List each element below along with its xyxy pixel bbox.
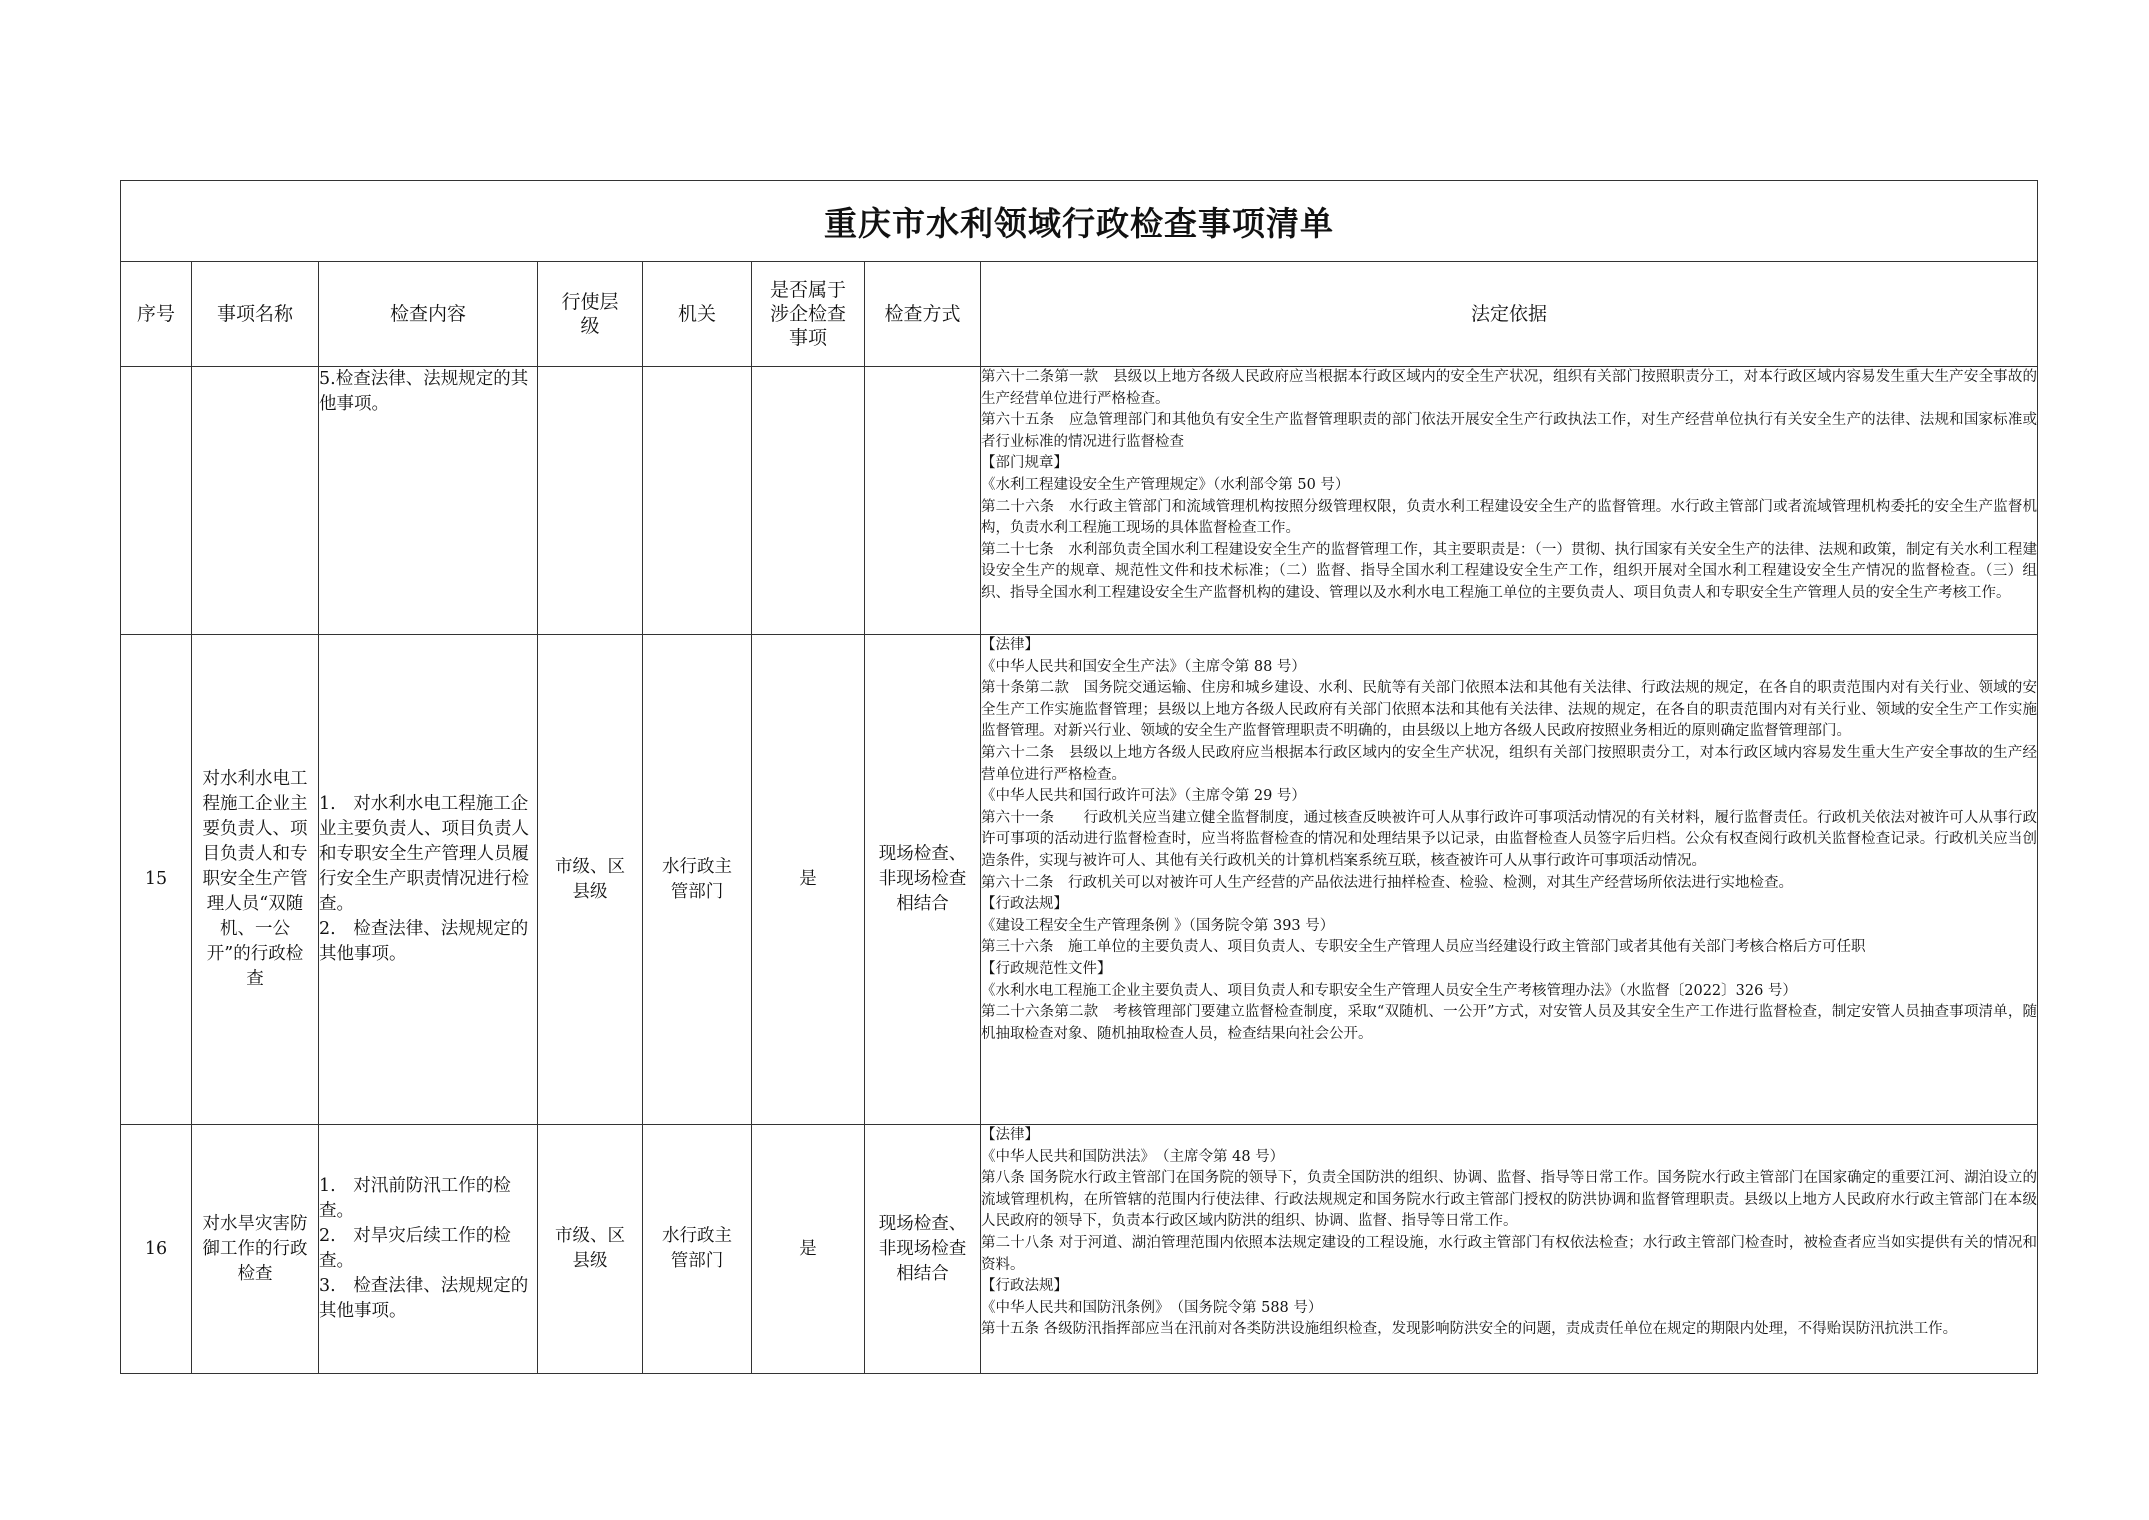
basis-paragraph: 【行政法规】: [981, 896, 1068, 913]
basis-paragraph: 第六十一条 行政机关应当建立健全监督制度，通过核查反映被许可人从事行政许可事项活动情况的有关材料，履行监督责任。行政机关依法对被许可人从事行政许可事项的活动进行监督检查时，应当将监督检查的情况和处理结果予以记录，由监督检查人员签字后归档。公众有权查阅行政机关监督检查记录。行政机关应当创造条件，实现与被许可人、其他有关行政机关的计算机档案系统互联，核查被许可人从事行政许可事项活动情况。: [981, 809, 2037, 869]
row-method: [865, 367, 981, 635]
document-title: 重庆市水利领域行政检查事项清单: [121, 181, 2038, 262]
row-legal-basis: [981, 367, 2038, 635]
row-seq: 15: [121, 635, 192, 1125]
basis-paragraph: 第三十六条 施工单位的主要负责人、项目负责人、专职安全生产管理人员应当经建设行政主管部门或者其他有关部门考核合格后方可任职: [981, 939, 1866, 956]
basis-paragraph: 《中华人民共和国安全生产法》（主席令第 88 号）: [981, 658, 1306, 675]
header-seq: 序号: [121, 262, 192, 367]
table-header-row: [121, 262, 2038, 367]
content-line: 3. 检查法律、法规规定的其他事项。: [319, 1276, 529, 1321]
basis-paragraph: 第十条第二款 国务院交通运输、住房和城乡建设、水利、民航等有关部门依照本法和其他有关法律、行政法规的规定，在各自的职责范围内对有关行业、领域的安全生产工作实施监督管理；县级以上地方各级人民政府有关部门依照本法和其他有关法律、法规的规定，在各自的职责范围内对有关行业、领域的安全生产工作实施监督管理。对新兴行业、领域的安全生产监督管理职责不明确的，由县级以上地方各级人民政府按照业务相近的原则确定监督管理部门。: [981, 680, 2037, 740]
content-line: 5.检查法律、法规规定的其他事项。: [319, 369, 529, 414]
basis-paragraph: 第二十八条 对于河道、湖泊管理范围内依照本法规定建设的工程设施，水行政主管部门有权依法检查；水行政主管部门检查时，被检查者应当如实提供有关的情况和资料。: [981, 1234, 2037, 1273]
inspection-list-table: [120, 180, 2038, 1374]
row-enterprise: 是: [752, 635, 865, 1125]
basis-paragraph: 第二十六条 水行政主管部门和流域管理机构按照分级管理权限，负责水利工程建设安全生产的监督管理。水行政主管部门或者流域管理机构委托的安全生产监督机构，负责水利工程施工现场的具体监督检查工作。: [981, 498, 2037, 537]
row-authority: 水行政主管部门: [643, 635, 752, 1125]
header-basis: 法定依据: [981, 262, 2038, 367]
basis-paragraph: 【行政法规】: [981, 1278, 1068, 1295]
row-item-name: [192, 367, 319, 635]
basis-paragraph: 【部门规章】: [981, 455, 1068, 472]
basis-paragraph: 《中华人民共和国防洪法》 （主席令第 48 号）: [981, 1148, 1285, 1165]
row-item-name: 对水旱灾害防御工作的行政检查: [192, 1125, 319, 1374]
basis-paragraph: 第八条 国务院水行政主管部门在国务院的领导下，负责全国防洪的组织、协调、监督、指导等日常工作。国务院水行政主管部门在国家确定的重要江河、湖泊设立的流域管理机构，在所管辖的范围内行使法律、行政法规规定和国务院水行政主管部门授权的防洪协调和监督管理职责。县级以上地方人民政府水行政主管部门在本级人民政府的领导下，负责本行政区域内防洪的组织、协调、监督、指导等日常工作。: [981, 1170, 2037, 1230]
row-level: 市级、区县级: [538, 1125, 643, 1374]
header-enterprise: 是否属于涉企检查事项: [752, 262, 865, 367]
content-line: 2. 对旱灾后续工作的检查。: [319, 1226, 511, 1271]
header-item-name: 事项名称: [192, 262, 319, 367]
row-enterprise: 是: [752, 1125, 865, 1374]
row-item-name: 对水利水电工程施工企业主要负责人、项目负责人和专职安全生产管理人员“双随机、一公开”的行政检查: [192, 635, 319, 1125]
header-authority: 机关: [643, 262, 752, 367]
content-line: 2. 检查法律、法规规定的其他事项。: [319, 919, 529, 964]
header-content: 检查内容: [319, 262, 538, 367]
row-method: 现场检查、非现场检查相结合: [865, 1125, 981, 1374]
content-line: 1. 对汛前防汛工作的检查。: [319, 1176, 511, 1221]
basis-paragraph: 第六十五条 应急管理部门和其他负有安全生产监督管理职责的部门依法开展安全生产行政执法工作，对生产经营单位执行有关安全生产的法律、法规和国家标准或者行业标准的情况进行监督检查: [981, 412, 2037, 450]
basis-paragraph: 《水利水电工程施工企业主要负责人、项目负责人和专职安全生产管理人员安全生产考核管理办法》（水监督〔2022〕326 号）: [981, 982, 1797, 999]
basis-paragraph: 第六十二条 县级以上地方各级人民政府应当根据本行政区域内的安全生产状况，组织有关部门按照职责分工，对本行政区域内容易发生重大生产安全事故的生产经营单位进行严格检查。: [981, 744, 2037, 783]
row-legal-basis: [981, 635, 2038, 1125]
basis-paragraph: 【法律】: [981, 637, 1039, 653]
row-content: [319, 367, 538, 635]
basis-paragraph: 第十五条 各级防汛指挥部应当在汛前对各类防洪设施组织检查，发现影响防洪安全的问题，责成责任单位在规定的期限内处理，不得贻误防汛抗洪工作。: [981, 1321, 1958, 1338]
basis-paragraph: 第六十二条第一款 县级以上地方各级人民政府应当根据本行政区域内的安全生产状况，组织有关部门按照职责分工，对本行政区域内容易发生重大生产安全事故的生产经营单位进行严格检查。: [981, 369, 2037, 407]
basis-paragraph: 第六十二条 行政机关可以对被许可人生产经营的产品依法进行抽样检查、检验、检测，对其生产经营场所依法进行实地检查。: [981, 874, 1793, 891]
basis-paragraph: 第二十七条 水利部负责全国水利工程建设安全生产的监督管理工作，其主要职责是：（一）贯彻、执行国家有关安全生产的法律、法规和政策，制定有关水利工程建设安全生产的规章、规范性文件和技术标准；（二）监督、指导全国水利工程建设安全生产工作，组织开展对全国水利工程建设安全生产情况的监督检查。（三）组织、指导全国水利工程建设安全生产监督机构的建设、管理以及水利水电工程施工单位的主要负责人、项目负责人和专职安全生产管理人员的安全生产考核工作。: [981, 541, 2037, 601]
table-row: [121, 1125, 2038, 1374]
row-seq: 16: [121, 1125, 192, 1374]
row-content: [319, 1125, 538, 1374]
basis-paragraph: 【行政规范性文件】: [981, 960, 1112, 977]
row-authority: [643, 367, 752, 635]
basis-paragraph: 《中华人民共和国防汛条例》 （国务院令第 588 号）: [981, 1299, 1323, 1316]
header-level: 行使层级: [538, 262, 643, 367]
basis-paragraph: 【法律】: [981, 1127, 1039, 1143]
row-content: [319, 635, 538, 1125]
basis-paragraph: 《建设工程安全生产管理条例 》（国务院令第 393 号）: [981, 917, 1335, 934]
row-method: 现场检查、非现场检查相结合: [865, 635, 981, 1125]
content-line: 1. 对水利水电工程施工企业主要负责人、项目负责人和专职安全生产管理人员履行安全生产职责情况进行检查。: [319, 794, 529, 914]
table-row: [121, 635, 2038, 1125]
basis-paragraph: 《水利工程建设安全生产管理规定》（水利部令第 50 号）: [981, 476, 1350, 493]
basis-paragraph: 《中华人民共和国行政许可法》（主席令第 29 号）: [981, 788, 1306, 805]
row-enterprise: [752, 367, 865, 635]
row-legal-basis: [981, 1125, 2038, 1374]
row-level: 市级、区县级: [538, 635, 643, 1125]
row-seq: [121, 367, 192, 635]
table-row: [121, 367, 2038, 635]
basis-paragraph: 第二十六条第二款 考核管理部门要建立监督检查制度，采取“双随机、一公开”方式，对安管人员及其安全生产工作进行监督检查，制定安管人员抽查事项清单，随机抽取检查对象、随机抽取检查人员，检查结果向社会公开。: [981, 1004, 2037, 1042]
row-authority: 水行政主管部门: [643, 1125, 752, 1374]
header-method: 检查方式: [865, 262, 981, 367]
row-level: [538, 367, 643, 635]
